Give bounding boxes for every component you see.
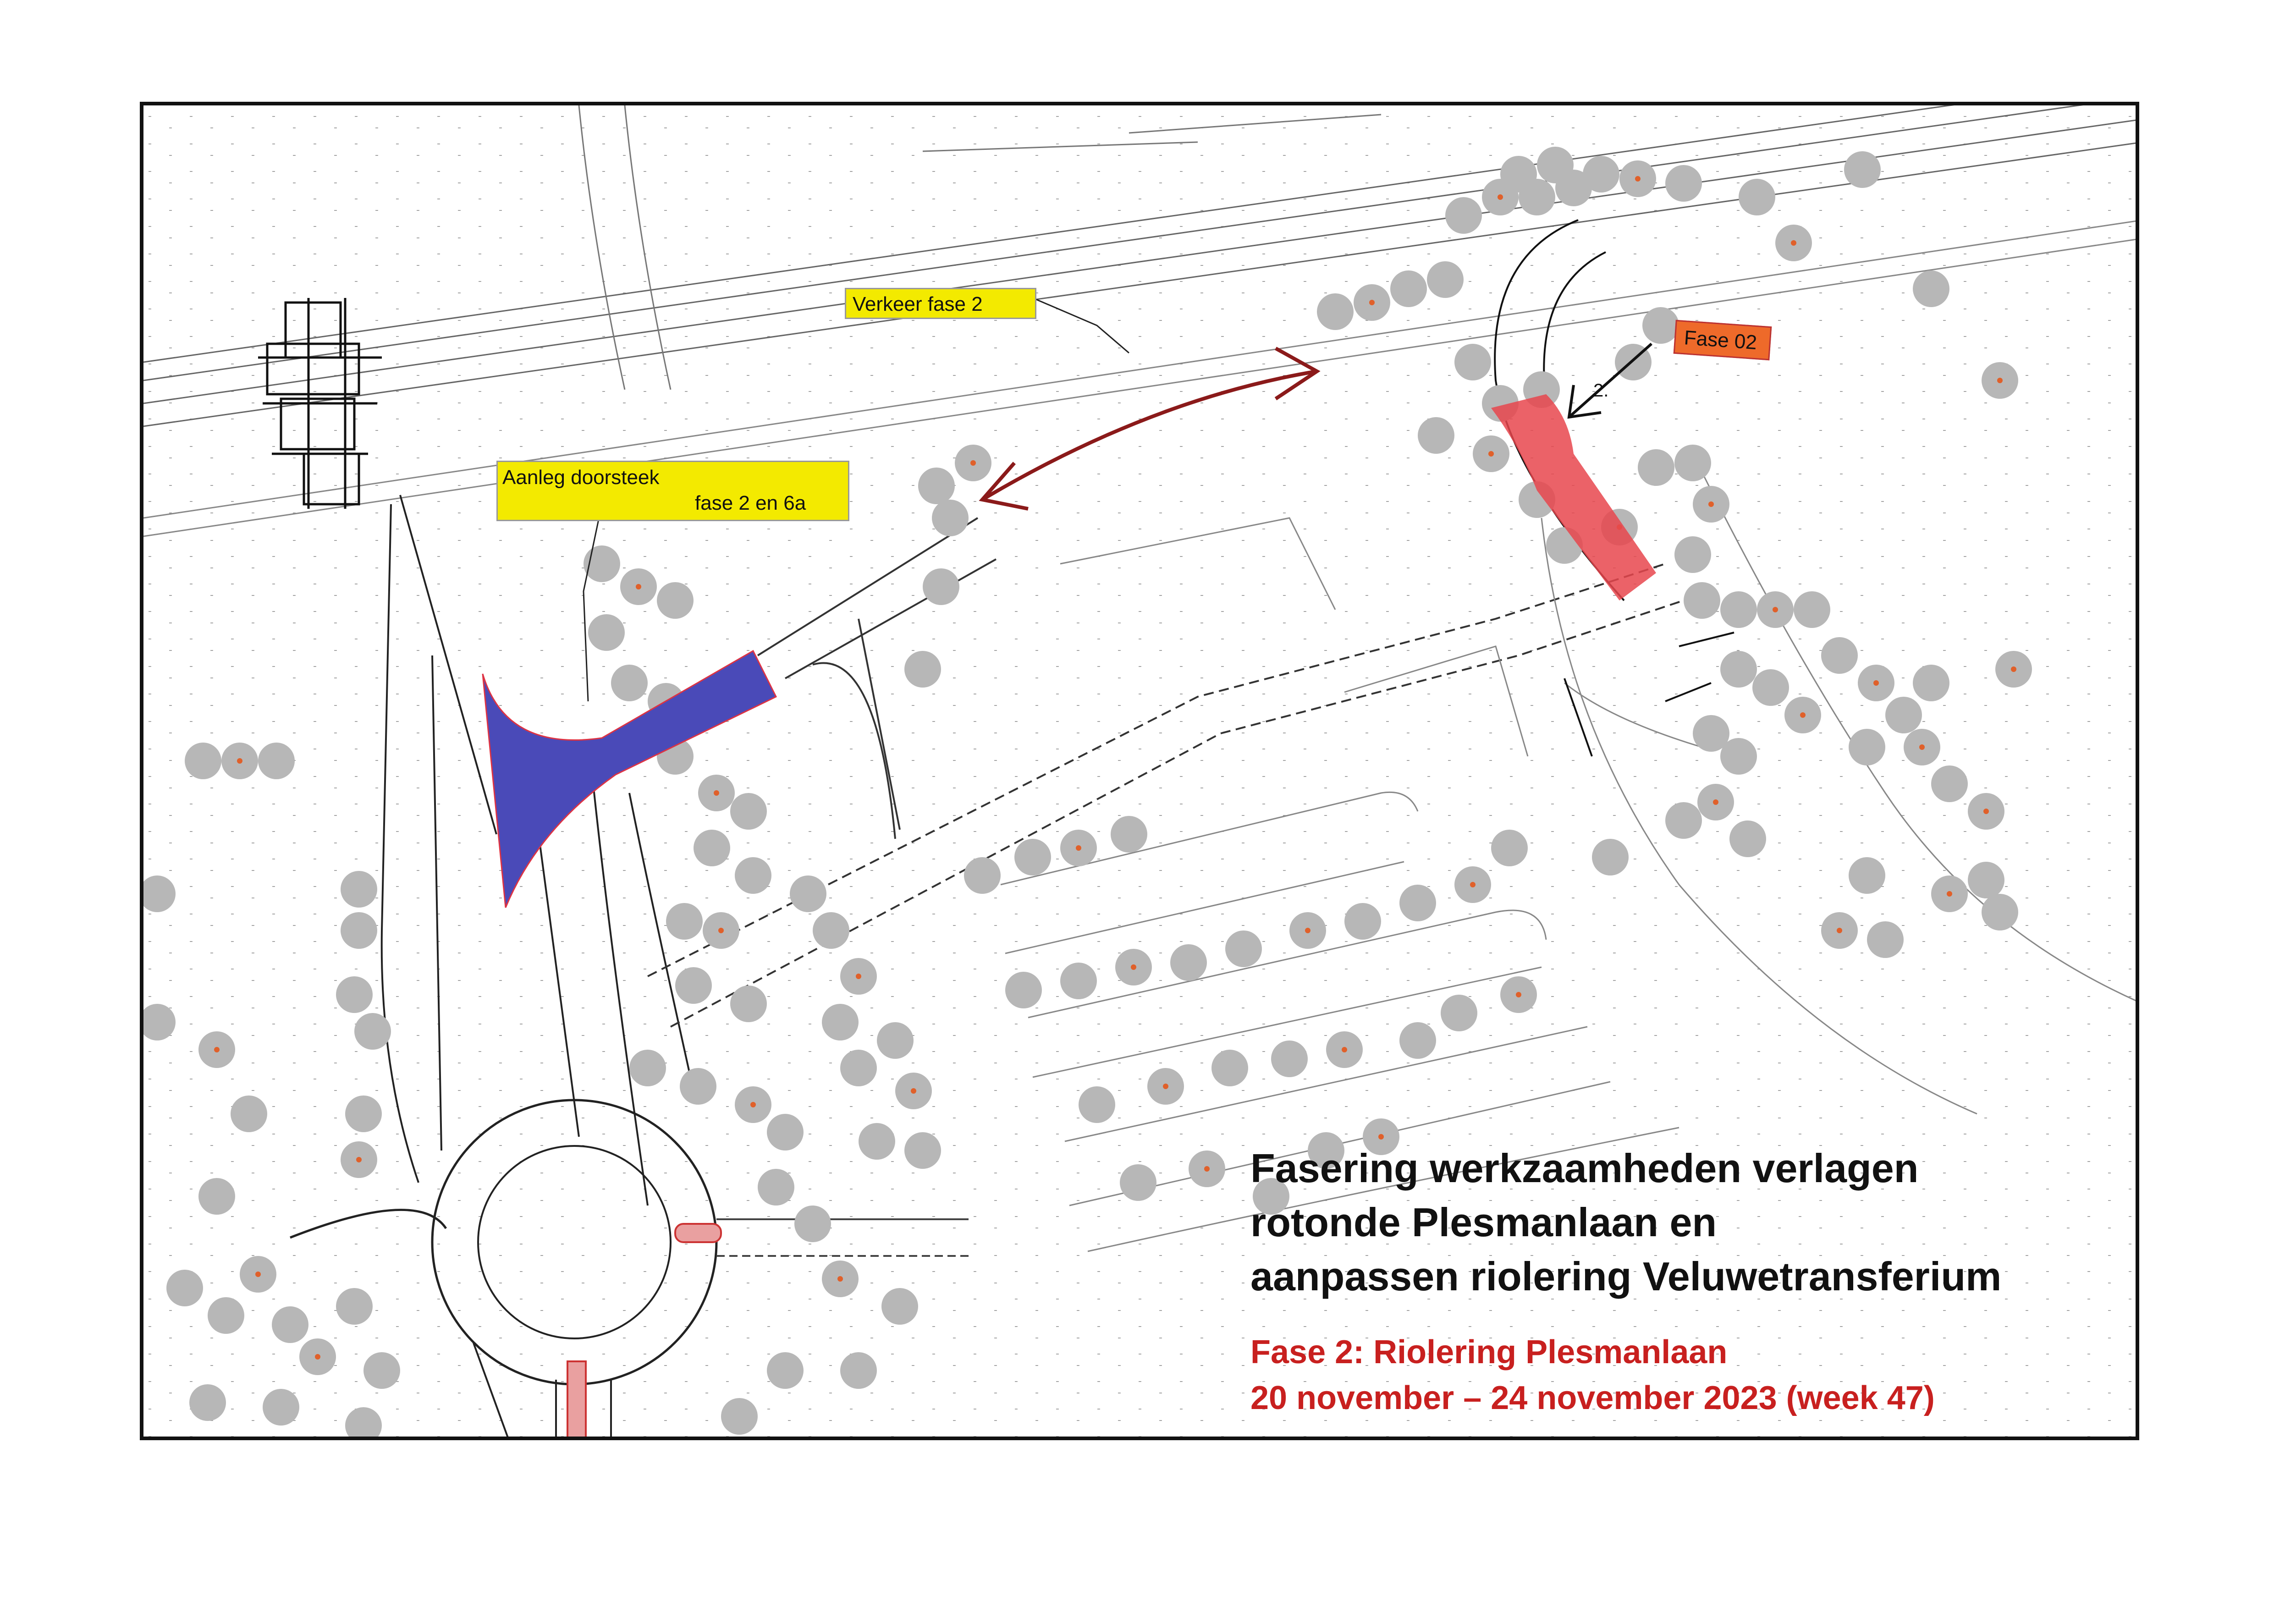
marker-label: 2. bbox=[1593, 380, 1609, 401]
aanleg-doorsteek-label bbox=[496, 461, 849, 521]
aanleg-label-line2: fase 2 en 6a bbox=[695, 492, 806, 514]
aanleg-label-line1: Aanleg doorsteek bbox=[502, 466, 660, 489]
map-frame bbox=[140, 102, 2139, 1440]
phase-title: Fase 2: Riolering Plesmanlaan bbox=[1250, 1334, 1728, 1371]
title-line-1: Fasering werkzaamheden verlagen bbox=[1250, 1145, 1919, 1191]
phase-dates: 20 november – 24 november 2023 (week 47) bbox=[1250, 1380, 1935, 1416]
title-line-3: aanpassen riolering Veluwetransferium bbox=[1250, 1254, 2002, 1299]
phase-info bbox=[1250, 1329, 1935, 1421]
map-title bbox=[1250, 1141, 2001, 1304]
title-line-2: rotonde Plesmanlaan en bbox=[1250, 1200, 1717, 1245]
fase02-label: Fase 02 bbox=[1674, 320, 1772, 360]
verkeer-fase-label: Verkeer fase 2 bbox=[845, 288, 1036, 319]
